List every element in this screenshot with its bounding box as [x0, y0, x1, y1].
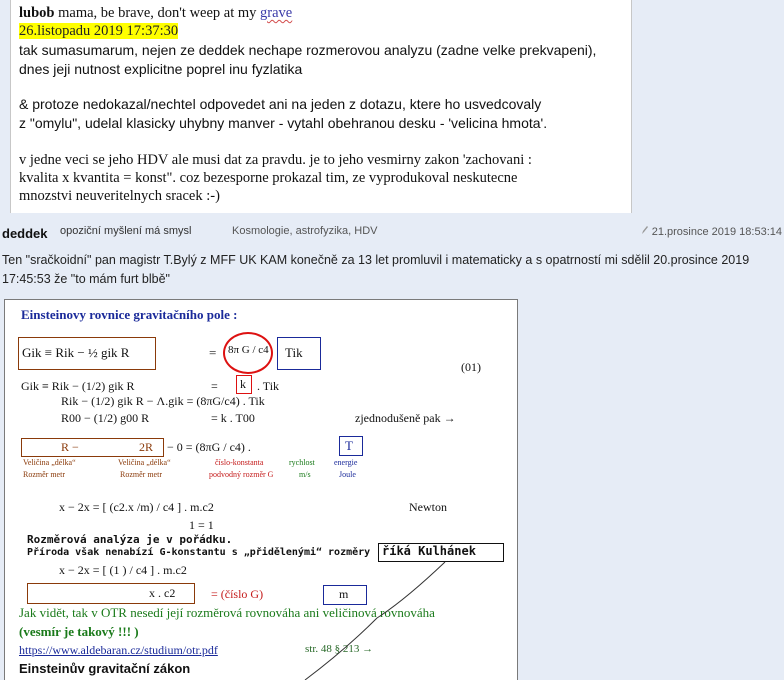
- label: Joule: [339, 470, 356, 479]
- post-message: Ten "sračkoidní" pan magistr T.Bylý z MFF UK KAM konečně za 13 let promluvil i matematicky a s opatrností mi sdělil 20.prosince 2019 17:45:53 že "to mám furt blbě": [2, 253, 750, 286]
- quote-line: mama, be brave, don't weep at my: [58, 5, 257, 21]
- post-header: [0, 220, 784, 242]
- post-tags[interactable]: Kosmologie, astrofyzika, HDV: [232, 225, 378, 237]
- m-symbol: m: [339, 587, 349, 601]
- author-signature: opoziční myšlení má smysl: [60, 225, 192, 237]
- quote-line: v jedne veci se jeho HDV ale musi dat za pravdu. je to jeho vesmirny zakon 'zachovani :: [19, 152, 532, 168]
- aldebaran-link[interactable]: https://www.aldebaran.cz/studium/otr.pdf: [19, 643, 218, 657]
- hand-drawn-arc: [5, 300, 517, 680]
- eq-row: Rik − (1/2) gik R − Λ.gik = (8πG/c4) . Tik: [61, 394, 265, 408]
- pencil-icon: [641, 225, 649, 238]
- post-date-text: 21.prosince 2019 18:53:14: [651, 225, 782, 238]
- quote-author: lubob: [19, 5, 55, 21]
- label: podvodný rozměr G: [209, 470, 274, 479]
- figure-title: Einsteinovy rovnice gravitačního pole :: [21, 307, 238, 322]
- kulhanek-note: říká Kulhánek: [382, 544, 476, 558]
- eq-row: 2R: [139, 440, 154, 454]
- eq-row: R00 − (1/2) g00 R: [61, 411, 150, 425]
- eq-row: = (číslo G): [211, 587, 264, 601]
- conclusion: Jak vidět, tak v OTR nesedí její rozměrová rovnováha ani veličinová rovnováha: [19, 605, 435, 620]
- equation-number: (01): [461, 360, 481, 374]
- quoted-image: [10, 0, 632, 213]
- quote-line: & protoze nedokazal/nechtel odpovedet ani na jeden z dotazu, ktere ho usvedcovaly: [19, 96, 542, 112]
- k-symbol: k: [240, 377, 246, 391]
- note-newton: Newton: [409, 500, 447, 514]
- quote-line: z "omylu", udelal klasicky uhybny manver - vytahl obehranou desku - 'velicina hmota'.: [19, 115, 548, 131]
- eq1-rhs: 8π G / c4: [228, 344, 269, 356]
- eq-row: =: [211, 379, 218, 393]
- label: číslo-konstanta: [215, 458, 264, 467]
- eq-row: 1 = 1: [189, 518, 214, 532]
- eq-row: Gik ≡ Rik − (1/2) gik R: [21, 379, 135, 393]
- label: m/s: [299, 470, 311, 479]
- note: Rozměrová analýza je v pořádku.: [27, 533, 233, 546]
- quote-line: mnozstvi neuveritelnych sracek :-): [19, 188, 220, 204]
- eq-row: . Tik: [257, 379, 280, 393]
- equation-image: [4, 299, 518, 680]
- conclusion: (vesmír je takový !!! ): [19, 624, 139, 639]
- eq-row: − 0 = (8πG / c4) .: [167, 440, 251, 454]
- subtitle: Einsteinův gravitační zákon: [19, 661, 191, 676]
- eq-row: = k . T00: [211, 411, 255, 425]
- quote-line: tak sumasumarum, nejen ze deddek nechape rozmerovou analyzu (zadne velke prekvapeni),: [19, 42, 597, 58]
- t-symbol: T: [345, 438, 353, 453]
- post-date[interactable]: [641, 225, 782, 238]
- quote-line: dnes jeji nutnost explicitne poprel inu fyzlatika: [19, 61, 303, 77]
- quote-date: 26.listopadu 2019 17:37:30: [19, 23, 179, 39]
- quote-line: kvalita x kvantita = konst". coz bezesporne prokazal tim, ze vyprodukoval neskutecne: [19, 170, 518, 186]
- label: Veličina „délka“: [118, 458, 171, 467]
- label: Rozměr metr: [120, 470, 162, 479]
- label: Rozměr metr: [23, 470, 65, 479]
- eq1-equals: =: [209, 345, 217, 360]
- quote-link-grave[interactable]: grave: [260, 5, 293, 21]
- eq1-lhs: Gik ≡ Rik − ½ gik R: [22, 345, 130, 360]
- eq-row: x − 2x = [ (c2.x /m) / c4 ] . m.c2: [59, 500, 214, 514]
- eq-row: x − 2x = [ (1 ) / c4 ] . m.c2: [59, 563, 187, 577]
- label: energie: [334, 458, 358, 467]
- note-simplified: zjednodušeně pak →: [355, 411, 456, 425]
- eq-row: R −: [61, 440, 79, 454]
- post-author[interactable]: deddek: [2, 226, 48, 241]
- eq-row: x . c2: [149, 586, 176, 600]
- link-note: str. 48 § 213 →: [305, 643, 374, 655]
- label: rychlost: [289, 458, 315, 467]
- label: Veličina „délka“: [23, 458, 76, 467]
- eq1-tik: Tik: [285, 345, 303, 360]
- note: Příroda však nenabízí G-konstantu s „přidělenými“ rozměry: [27, 547, 371, 558]
